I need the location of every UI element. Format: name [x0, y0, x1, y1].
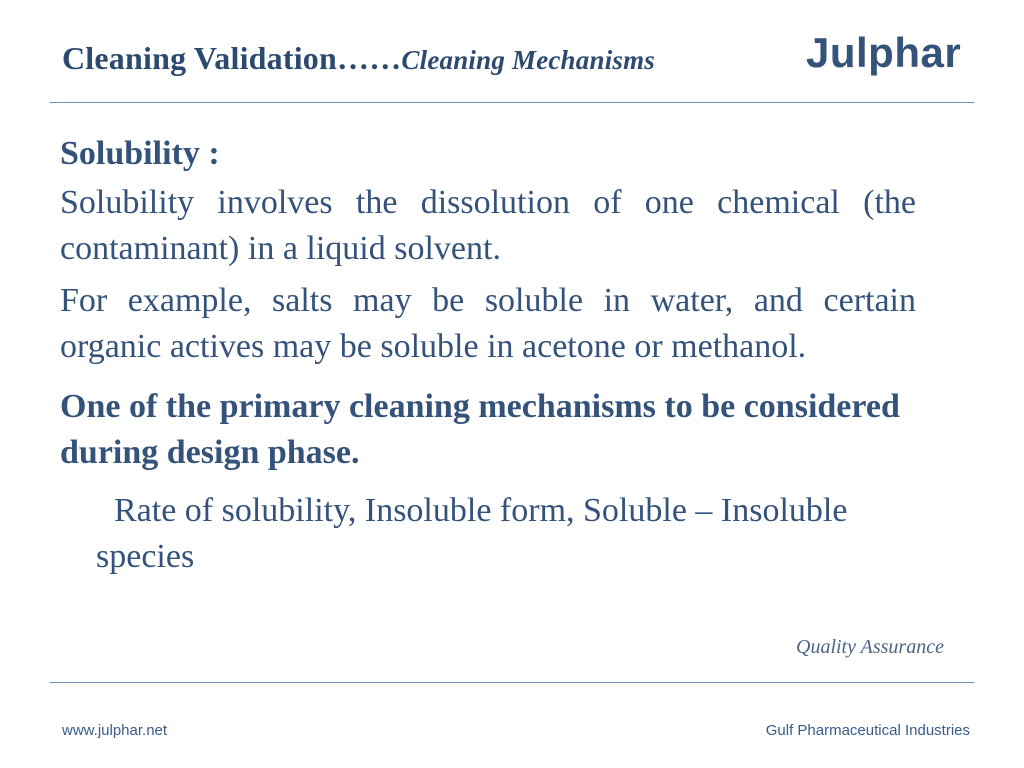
footer-company: Gulf Pharmaceutical Industries [765, 722, 970, 739]
title-sub: Cleaning Mechanisms [401, 45, 656, 75]
section-heading: Solubility : [60, 135, 220, 172]
sub-point: Rate of solubility, Insoluble form, Soluble – Insoluble species [96, 492, 848, 575]
emphasis-statement: One of the primary cleaning mechanisms to be considered during design phase. [60, 388, 900, 471]
footer-divider [50, 682, 974, 683]
slide-title [62, 40, 655, 77]
julphar-logo: Julphar [806, 29, 962, 76]
paragraph-solubility-definition: Solubility involves the dissolution of one chemical (the contaminant) in a liquid solvent. [60, 184, 916, 267]
quality-assurance-label: Quality Assurance [796, 636, 944, 658]
paragraph-example: For example, salts may be soluble in water, and certain organic actives may be soluble in acetone or methanol. [60, 282, 916, 365]
footer-website: www.julphar.net [62, 722, 168, 739]
slide-body [60, 132, 916, 580]
header-divider [50, 102, 974, 103]
title-main: Cleaning Validation…… [62, 40, 402, 76]
